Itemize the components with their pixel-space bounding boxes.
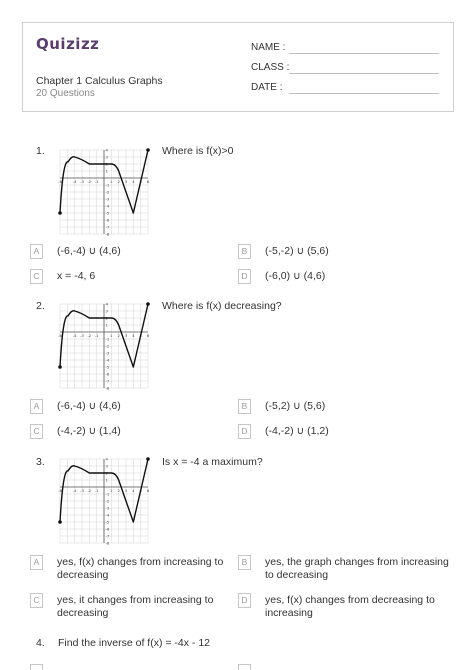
x-tick-label: -1 xyxy=(94,179,99,184)
question-text: Is x = -4 a maximum? xyxy=(162,456,263,468)
function-graph xyxy=(56,455,152,547)
x-tick-label: 3 xyxy=(124,333,128,338)
x-tick-label: 3 xyxy=(124,488,128,493)
option-text: (-6,-4) ∪ (4,6) xyxy=(57,245,121,257)
option-letter-partial xyxy=(238,664,251,670)
y-tick-label: 2 xyxy=(105,470,108,476)
date-label: DATE : xyxy=(251,82,283,93)
x-tick-label: 5 xyxy=(139,333,142,338)
y-tick-label: -7 xyxy=(105,224,110,230)
y-tick-label: -8 xyxy=(105,231,110,237)
x-tick-label: -6 xyxy=(58,179,62,184)
function-graph xyxy=(56,300,152,392)
x-tick-label: 5 xyxy=(139,179,142,184)
y-tick-label: -6 xyxy=(105,526,110,532)
y-tick-label: -1 xyxy=(105,491,110,497)
option-text: (-5,2) ∪ (5,6) xyxy=(265,400,326,412)
function-graph xyxy=(56,146,152,238)
y-tick-label: 4 xyxy=(105,456,108,462)
option-letter: B xyxy=(238,399,251,414)
worksheet-title: Chapter 1 Calculus Graphs xyxy=(36,75,163,87)
name-label: NAME : xyxy=(251,42,286,53)
option-letter: C xyxy=(30,424,43,439)
x-tick-label: 5 xyxy=(139,488,142,493)
option-text: (-4,-2) ∪ (1,4) xyxy=(57,425,121,437)
y-tick-label: 1 xyxy=(105,168,108,174)
option-text: yes, f(x) changes from increasing to decreasing xyxy=(57,556,224,581)
x-tick-label: -3 xyxy=(80,488,84,493)
curve-endpoint xyxy=(146,457,150,461)
y-tick-label: -6 xyxy=(105,217,110,223)
y-tick-label: -3 xyxy=(105,196,110,202)
y-tick-label: -7 xyxy=(105,533,110,539)
x-tick-label: 3 xyxy=(124,179,128,184)
y-tick-label: 2 xyxy=(105,315,108,321)
y-tick-label: -5 xyxy=(105,519,110,525)
x-tick-label: 1 xyxy=(110,179,113,184)
y-tick-label: 2 xyxy=(105,161,108,167)
class-label: CLASS : xyxy=(251,62,290,73)
x-tick-label: 6 xyxy=(146,179,150,184)
x-tick-label: -4 xyxy=(72,179,77,184)
question-count: 20 Questions xyxy=(36,88,95,99)
y-tick-label: -3 xyxy=(105,505,110,511)
y-tick-label: 3 xyxy=(105,308,108,314)
x-tick-label: -4 xyxy=(72,488,77,493)
date-field[interactable] xyxy=(251,82,282,93)
x-tick-label: -6 xyxy=(58,333,62,338)
curve-endpoint xyxy=(58,211,62,215)
date-line xyxy=(289,93,439,94)
option-text: (-5,-2) ∪ (5,6) xyxy=(265,245,329,257)
x-tick-label: -3 xyxy=(80,333,84,338)
question-number: 3. xyxy=(36,456,45,468)
option-letter: A xyxy=(30,555,43,570)
option-text: (-4,-2) ∪ (1,2) xyxy=(265,425,329,437)
question-text: Where is f(x)>0 xyxy=(162,145,234,157)
y-tick-label: -8 xyxy=(105,540,110,546)
class-field[interactable] xyxy=(251,62,289,73)
y-tick-label: -1 xyxy=(105,336,110,342)
worksheet-header xyxy=(22,22,454,112)
option-text: x = -4, 6 xyxy=(57,270,96,282)
question-text: Where is f(x) decreasing? xyxy=(162,300,282,312)
y-tick-label: -2 xyxy=(105,498,110,504)
curve-endpoint xyxy=(146,302,150,306)
y-tick-label: 3 xyxy=(105,463,108,469)
question-number: 4. xyxy=(36,637,45,649)
x-tick-label: -2 xyxy=(87,333,92,338)
x-tick-label: 6 xyxy=(146,333,150,338)
y-tick-label: 4 xyxy=(105,147,108,153)
curve-endpoint xyxy=(146,148,150,152)
option-text: yes, f(x) changes from decreasing to increasing xyxy=(265,594,435,619)
x-tick-label: 2 xyxy=(117,333,120,338)
curve-endpoint xyxy=(58,365,62,369)
option-letter: A xyxy=(30,244,43,259)
option-text: (-6,-4) ∪ (4,6) xyxy=(57,400,121,412)
x-tick-label: 2 xyxy=(117,179,120,184)
name-field[interactable] xyxy=(251,42,285,53)
y-tick-label: -5 xyxy=(105,364,110,370)
y-tick-label: -3 xyxy=(105,350,110,356)
y-tick-label: -2 xyxy=(105,189,110,195)
y-tick-label: 1 xyxy=(105,322,108,328)
y-tick-label: -4 xyxy=(105,203,110,209)
x-tick-label: 2 xyxy=(117,488,120,493)
y-tick-label: 3 xyxy=(105,154,108,160)
option-letter: C xyxy=(30,593,43,608)
option-letter: B xyxy=(238,244,251,259)
x-tick-label: -1 xyxy=(94,488,99,493)
x-tick-label: -6 xyxy=(58,488,62,493)
option-letter: D xyxy=(238,593,251,608)
option-letter-partial xyxy=(30,664,43,670)
x-tick-label: 4 xyxy=(132,488,135,493)
option-letter: C xyxy=(30,269,43,284)
x-tick-label: 4 xyxy=(132,179,135,184)
x-tick-label: -4 xyxy=(72,333,77,338)
y-tick-label: -7 xyxy=(105,378,110,384)
option-letter: D xyxy=(238,424,251,439)
x-tick-label: 4 xyxy=(132,333,135,338)
y-tick-label: -6 xyxy=(105,371,110,377)
y-tick-label: 1 xyxy=(105,477,108,483)
x-tick-label: 1 xyxy=(110,333,113,338)
name-line xyxy=(289,53,439,54)
y-tick-label: -2 xyxy=(105,343,110,349)
quizizz-logo: Quizizz xyxy=(36,35,100,53)
option-letter: B xyxy=(238,555,251,570)
x-tick-label: -3 xyxy=(80,179,84,184)
question-number: 1. xyxy=(36,145,45,157)
y-tick-label: 4 xyxy=(105,301,108,307)
y-tick-label: -4 xyxy=(105,357,110,363)
class-line xyxy=(289,73,439,74)
y-tick-label: -5 xyxy=(105,210,110,216)
y-tick-label: -1 xyxy=(105,182,110,188)
x-tick-label: -1 xyxy=(94,333,99,338)
question-text: Find the inverse of f(x) = -4x - 12 xyxy=(58,637,211,649)
question-number: 2. xyxy=(36,300,45,312)
x-tick-label: 1 xyxy=(110,488,113,493)
x-tick-label: -2 xyxy=(87,488,92,493)
x-tick-label: -2 xyxy=(87,179,92,184)
option-text: (-6,0) ∪ (4,6) xyxy=(265,270,326,282)
x-tick-label: 6 xyxy=(146,488,150,493)
option-letter: D xyxy=(238,269,251,284)
curve-endpoint xyxy=(58,520,62,524)
y-tick-label: -4 xyxy=(105,512,110,518)
option-text: yes, it changes from increasing to decreasing xyxy=(57,594,214,619)
option-letter: A xyxy=(30,399,43,414)
y-tick-label: -8 xyxy=(105,385,110,391)
option-text: yes, the graph changes from increasing to decreasing xyxy=(265,556,449,581)
